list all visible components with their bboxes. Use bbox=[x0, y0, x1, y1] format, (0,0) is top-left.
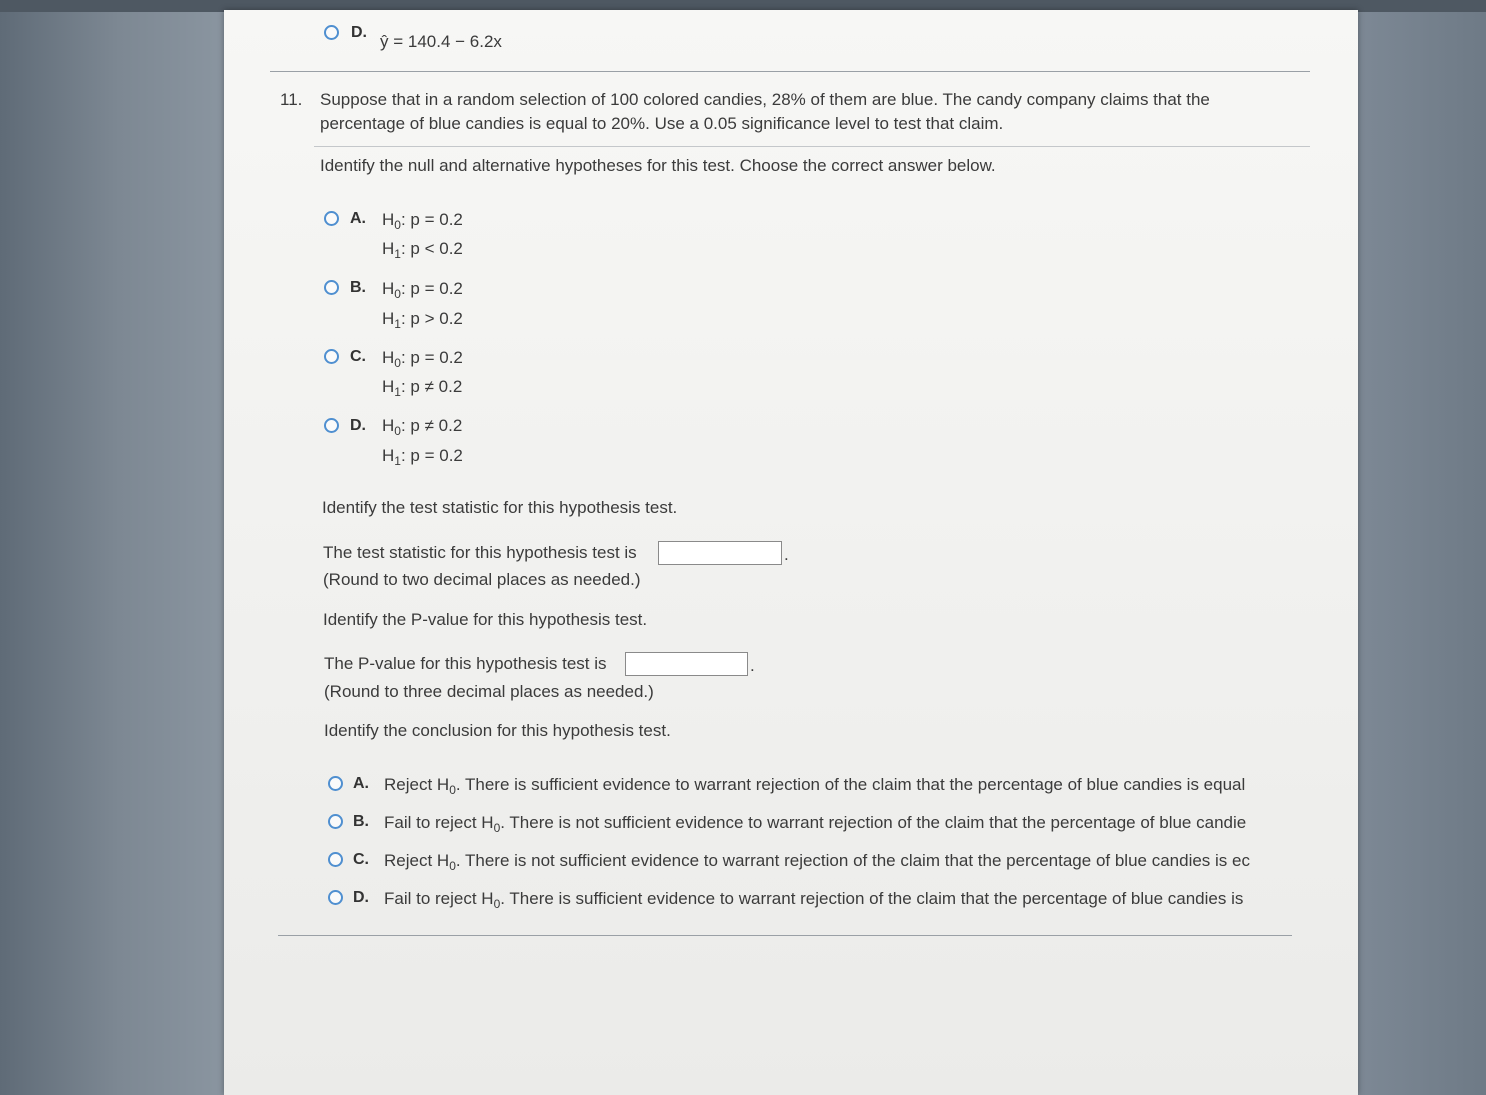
conclusion-text: Reject $H_0$. There is not sufficient evidence to warrant rejection of the claim that the percentage of blue candies is ec bbox=[384, 851, 1250, 873]
h1-statement: $H_1$: p < 0.2 bbox=[382, 239, 463, 261]
conclusion-prompt: Identify the conclusion for this hypothesis test. bbox=[324, 721, 671, 740]
prev-option-d-radio[interactable] bbox=[324, 25, 339, 40]
hypotheses-option-a-radio[interactable] bbox=[324, 211, 339, 226]
divider bbox=[270, 71, 1310, 72]
option-letter: B. bbox=[350, 279, 366, 296]
hypotheses-option-d-radio[interactable] bbox=[324, 418, 339, 433]
p-value-label: The P-value for this hypothesis test is bbox=[324, 654, 607, 673]
period: . bbox=[784, 545, 789, 564]
conclusion-option-d-radio[interactable] bbox=[328, 890, 343, 905]
option-letter: D. bbox=[350, 417, 366, 434]
h0-statement: $H_0$: p = 0.2 bbox=[382, 210, 463, 232]
test-statistic-label: The test statistic for this hypothesis test is bbox=[323, 543, 637, 562]
h1-statement: $H_1$: p > 0.2 bbox=[382, 309, 463, 331]
option-letter: C. bbox=[350, 348, 366, 365]
h1-statement: $H_1$: p ≠ 0.2 bbox=[382, 377, 463, 399]
option-letter: A. bbox=[353, 775, 369, 792]
conclusion-text: Reject $H_0$. There is sufficient evidence to warrant rejection of the claim that the percentage of blue candies is equal bbox=[384, 775, 1246, 797]
hypotheses-option-c-radio[interactable] bbox=[324, 349, 339, 364]
prev-option-d-equation: ŷ = 140.4 − 6.2x bbox=[380, 32, 502, 51]
question-text-line1: Suppose that in a random selection of 100 colored candies, 28% of them are blue. The candy company claims that the bbox=[320, 90, 1210, 109]
hypotheses-prompt: Identify the null and alternative hypotheses for this test. Choose the correct answer below. bbox=[320, 156, 996, 175]
conclusion-option-b-radio[interactable] bbox=[328, 814, 343, 829]
conclusion-text: Fail to reject $H_0$. There is not sufficient evidence to warrant rejection of the claim that the percentage of blue candie bbox=[384, 813, 1247, 835]
question-sheet bbox=[224, 10, 1358, 1095]
divider bbox=[278, 935, 1292, 936]
conclusion-option-c-radio[interactable] bbox=[328, 852, 343, 867]
h0-statement: $H_0$: p = 0.2 bbox=[382, 279, 463, 301]
option-letter: C. bbox=[353, 851, 369, 868]
p-value-prompt: Identify the P-value for this hypothesis test. bbox=[323, 610, 648, 629]
period: . bbox=[750, 656, 755, 675]
h0-statement: $H_0$: p ≠ 0.2 bbox=[382, 416, 463, 438]
divider bbox=[314, 146, 1310, 147]
p-value-input[interactable] bbox=[625, 652, 748, 676]
question-number: 11. bbox=[280, 90, 303, 109]
conclusion-text: Fail to reject $H_0$. There is sufficient evidence to warrant rejection of the claim that the percentage of blue candies is bbox=[384, 889, 1244, 911]
h0-statement: $H_0$: p = 0.2 bbox=[382, 348, 463, 370]
test-statistic-input[interactable] bbox=[658, 541, 782, 565]
h1-statement: $H_1$: p = 0.2 bbox=[382, 446, 463, 468]
test-statistic-prompt: Identify the test statistic for this hypothesis test. bbox=[322, 498, 678, 517]
option-letter: B. bbox=[353, 813, 369, 830]
test-statistic-note: (Round to two decimal places as needed.) bbox=[323, 570, 641, 589]
option-letter: A. bbox=[350, 210, 366, 227]
prev-option-d-letter: D. bbox=[351, 24, 367, 41]
question-text-line2: percentage of blue candies is equal to 20%. Use a 0.05 significance level to test that claim. bbox=[320, 114, 1004, 133]
option-letter: D. bbox=[353, 889, 369, 906]
p-value-note: (Round to three decimal places as needed.) bbox=[324, 682, 654, 701]
conclusion-option-a-radio[interactable] bbox=[328, 776, 343, 791]
hypotheses-option-b-radio[interactable] bbox=[324, 280, 339, 295]
